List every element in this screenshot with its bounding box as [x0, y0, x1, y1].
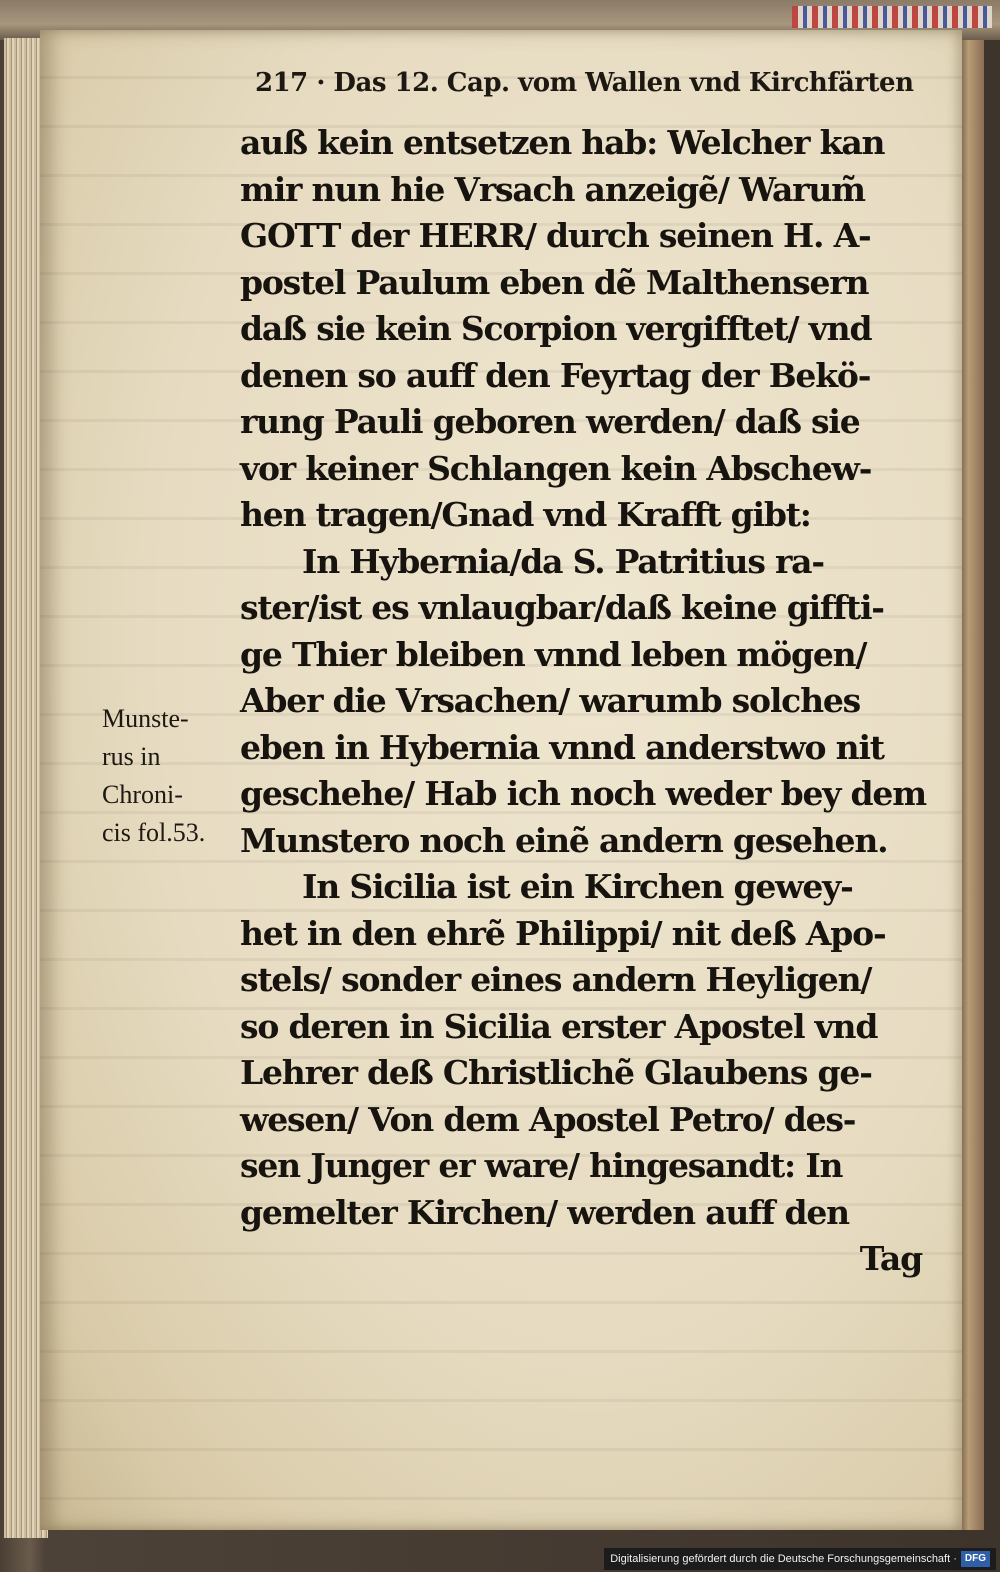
dfg-logo: DFG: [961, 1551, 990, 1567]
text-line: stels/ sonder eines andern Heyligen/: [240, 960, 872, 999]
margin-note-line: cis fol.53.: [102, 818, 206, 847]
text-line: Munstero noch einẽ andern gesehen.: [240, 820, 888, 860]
text-line: rung Pauli geboren werden/ daß sie: [240, 402, 860, 441]
text-line: ge Thier bleiben vnnd leben mögen/: [240, 634, 867, 674]
text-line: so deren in Sicilia erster Apostel vnd: [240, 1006, 878, 1046]
text-line: wesen/ Von dem Apostel Petro/ des-: [240, 1099, 856, 1139]
text-line: In Sicilia ist ein Kirchen gewey-: [302, 867, 853, 906]
margin-note-line: Chroni-: [102, 780, 183, 809]
text-line: eben in Hybernia vnnd anderstwo nit: [240, 727, 884, 767]
text-line: auß kein entsetzen hab: Welcher kan: [240, 123, 885, 162]
text-line: daß sie kein Scorpion vergifftet/ vnd: [240, 309, 872, 348]
text-line: ster/ist es vnlaugbar/daß keine giffti-: [240, 588, 884, 627]
margin-note-line: rus in: [102, 742, 161, 771]
text-line: mir nun hie Vrsach anzeigẽ/ Warum̃: [240, 169, 865, 209]
text-line: denen so auff den Feyrtag der Bekö-: [240, 355, 871, 395]
text-line: het in den ehrẽ Philippi/ nit deß Apo-: [240, 913, 886, 953]
text-line: geschehe/ Hab ich noch weder bey dem: [240, 774, 926, 813]
digitization-credit: [604, 1548, 996, 1570]
catchword: Tag: [859, 1239, 922, 1278]
text-line: sen Junger er ware/ hingesandt: In: [240, 1146, 843, 1185]
text-line: gemelter Kirchen/ werden auff den: [240, 1192, 849, 1232]
running-head: 217 · Das 12. Cap. vom Wallen vnd Kirchfärten: [255, 68, 914, 98]
credit-text: Digitalisierung gefördert durch die Deutsche Forschungsgemeinschaft ·: [610, 1553, 957, 1565]
margin-note: [102, 700, 242, 852]
text-line: In Hybernia/da S. Patritius ra-: [302, 541, 824, 581]
text-line: hen tragen/Gnad vnd Krafft gibt:: [240, 495, 811, 534]
text-line: postel Paulum eben dẽ Malthensern: [240, 262, 869, 302]
text-line: vor keiner Schlangen kein Abschew-: [240, 448, 872, 488]
body-text: [240, 120, 952, 1283]
text-line: GOTT der HERR/ durch seinen H. A-: [240, 216, 871, 255]
margin-note-line: Munste-: [102, 704, 189, 733]
text-line: Lehrer deß Christlichẽ Glaubens ge-: [240, 1053, 872, 1092]
text-line: Aber die Vrsachen/ warumb solches: [240, 681, 861, 720]
bookmark-ribbon: [792, 6, 992, 28]
